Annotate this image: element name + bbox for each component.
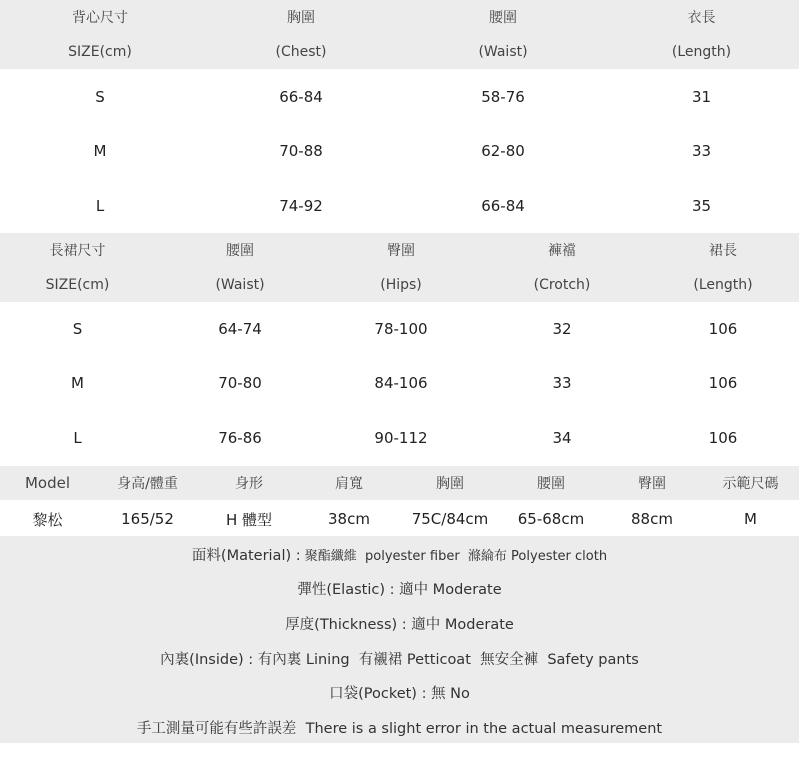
skirt-header-hips-zh: 臀圍 xyxy=(387,243,415,259)
table-row xyxy=(0,312,799,346)
model-name: 黎松 xyxy=(32,510,63,529)
skirt-crotch: 32 xyxy=(552,320,572,338)
thickness-note: 厚度(Thickness) : 適中 Moderate xyxy=(285,616,514,633)
model-value-row xyxy=(0,502,799,536)
model-waist: 65-68cm xyxy=(517,510,585,528)
measurement-error-note: 手工測量可能有些許誤差 There is a slight error in the actual measurement xyxy=(136,720,663,737)
vest-length: 35 xyxy=(691,197,712,215)
model-header-hips: 臀圍 xyxy=(638,476,666,492)
model-demo-size: M xyxy=(744,510,757,528)
model-header-shoulder: 肩寬 xyxy=(335,476,363,492)
vest-length: 33 xyxy=(691,142,712,160)
vest-header-chest-en: (Chest) xyxy=(275,44,327,60)
vest-header-en xyxy=(0,35,799,69)
vest-header-waist-en: (Waist) xyxy=(478,44,528,60)
model-header-body-shape: 身形 xyxy=(235,476,263,492)
skirt-header-size-zh: 長裙尺寸 xyxy=(49,243,106,259)
model-body-shape: H 體型 xyxy=(225,510,273,529)
inside-note: 內裏(Inside) : 有內裏 Lining 有襯裙 Petticoat 無安全褲 Safety pants xyxy=(160,651,639,668)
vest-chest: 70-88 xyxy=(279,142,323,160)
model-hips: 88cm xyxy=(631,510,673,528)
vest-header-length-zh: 衣長 xyxy=(687,10,716,26)
table-row xyxy=(0,189,799,223)
model-chest: 75C/84cm xyxy=(411,510,489,528)
skirt-header-length-zh: 裙長 xyxy=(709,243,737,259)
material-value: 聚酯纖維 polyester fiber 滌綸布 Polyester cloth xyxy=(300,548,608,564)
table-row xyxy=(0,421,799,455)
model-header-row xyxy=(0,466,799,500)
vest-header-length-en: (Length) xyxy=(671,44,732,60)
skirt-length: 106 xyxy=(708,374,738,392)
skirt-header-waist-zh: 腰圍 xyxy=(226,243,254,259)
model-height-weight: 165/52 xyxy=(121,510,174,528)
skirt-header-length-en: (Length) xyxy=(693,277,753,293)
model-header-model: Model xyxy=(24,474,71,492)
skirt-size: S xyxy=(72,320,83,338)
vest-chest: 74-92 xyxy=(279,197,323,215)
vest-header-waist-zh: 腰圍 xyxy=(489,10,517,26)
skirt-header-hips-en: (Hips) xyxy=(380,277,422,293)
skirt-length: 106 xyxy=(708,429,738,447)
skirt-waist: 76-86 xyxy=(218,429,262,447)
skirt-header-crotch-zh: 褲襠 xyxy=(548,243,576,259)
vest-header-size-en: SIZE(cm) xyxy=(68,44,132,60)
pocket-note: 口袋(Pocket) : 無 No xyxy=(329,685,470,702)
vest-waist: 66-84 xyxy=(481,197,525,215)
skirt-crotch: 33 xyxy=(552,374,572,392)
skirt-header-zh xyxy=(0,233,799,267)
skirt-waist: 70-80 xyxy=(218,374,262,392)
elastic-note: 彈性(Elastic) : 適中 Moderate xyxy=(297,581,502,598)
model-shoulder: 38cm xyxy=(328,510,370,528)
model-header-demo-size: 示範尺碼 xyxy=(722,476,779,492)
vest-header-chest-zh: 胸圍 xyxy=(287,10,315,26)
skirt-header-size-en: SIZE(cm) xyxy=(45,277,110,293)
skirt-header-en xyxy=(0,268,799,302)
model-header-height-weight: 身高/體重 xyxy=(117,476,178,492)
skirt-size: M xyxy=(71,374,84,392)
vest-waist: 62-80 xyxy=(481,142,525,160)
skirt-length: 106 xyxy=(708,320,738,338)
vest-chest: 66-84 xyxy=(279,88,323,106)
skirt-hips: 90-112 xyxy=(374,429,428,447)
skirt-waist: 64-74 xyxy=(218,320,262,338)
model-header-chest: 胸圍 xyxy=(436,476,464,492)
table-row xyxy=(0,134,799,168)
skirt-crotch: 34 xyxy=(552,429,572,447)
table-row xyxy=(0,80,799,114)
skirt-hips: 84-106 xyxy=(374,374,428,392)
skirt-header-crotch-en: (Crotch) xyxy=(533,277,591,293)
vest-waist: 58-76 xyxy=(481,88,525,106)
material-label: 面料(Material) : xyxy=(191,547,301,564)
vest-header-size-zh: 背心尺寸 xyxy=(72,10,128,26)
vest-size: S xyxy=(95,88,105,106)
skirt-hips: 78-100 xyxy=(374,320,428,338)
vest-size: L xyxy=(95,197,105,215)
table-row xyxy=(0,366,799,400)
vest-length: 31 xyxy=(691,88,712,106)
skirt-header-waist-en: (Waist) xyxy=(215,277,265,293)
model-header-waist: 腰圍 xyxy=(537,476,565,492)
material-note xyxy=(0,537,799,571)
vest-header-zh xyxy=(0,0,799,34)
vest-size: M xyxy=(93,142,107,160)
skirt-size: L xyxy=(73,429,82,447)
